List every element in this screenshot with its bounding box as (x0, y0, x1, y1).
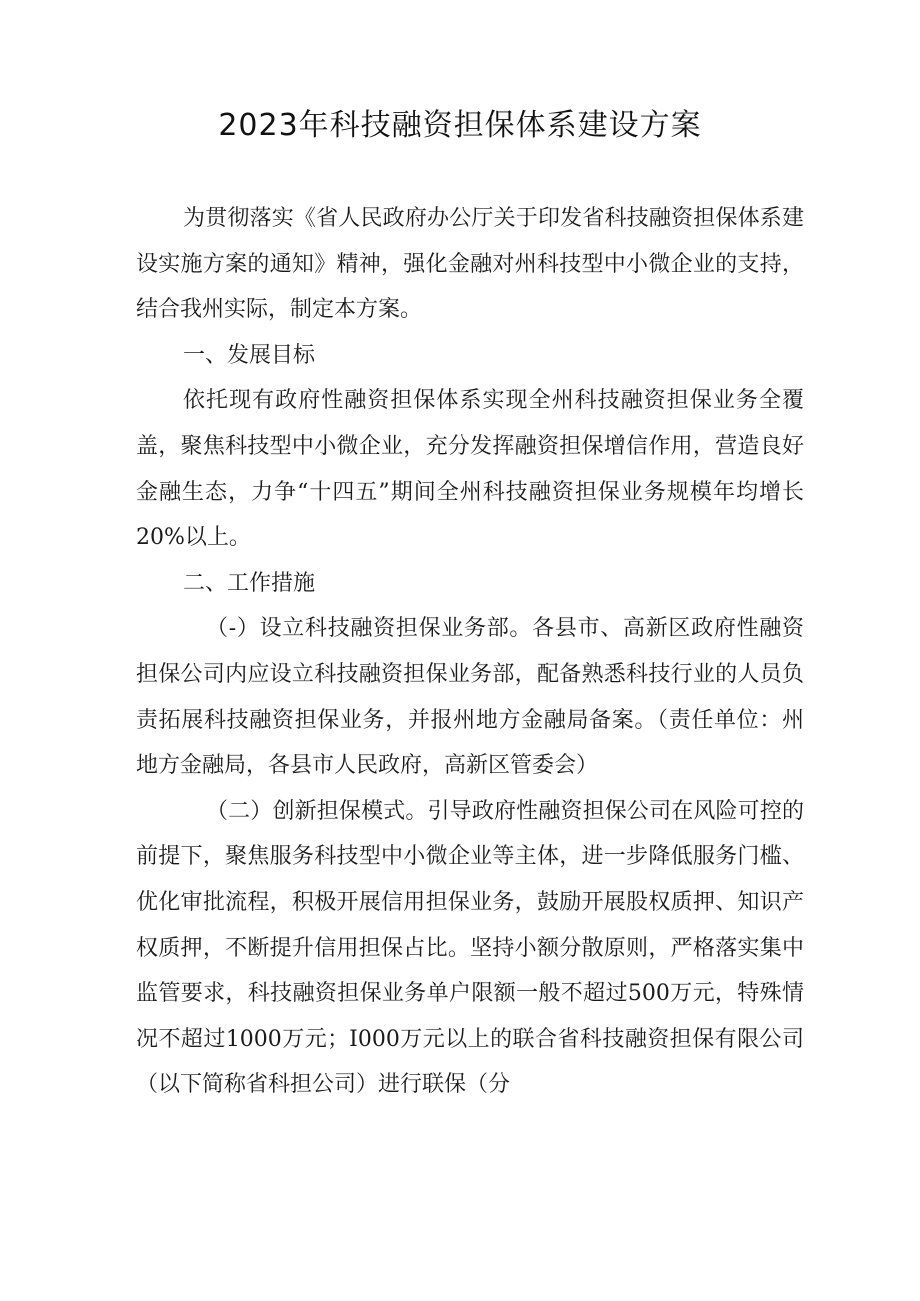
paragraph-measure-1: （-）设立科技融资担保业务部。各县市、高新区政府性融资担保公司内应设立科技融资担保业务部，配备熟悉科技行业的人员负责拓展科技融资担保业务，并报州地方金融局备案。（责任单位：州地方金融局，各县市人民政府，高新区管委会） (136, 616, 804, 779)
paragraph-intro: 为贯彻落实《省人民政府办公厅关于印发省科技融资担保体系建设实施方案的通知》精神，强化金融对州科技型中小微企业的支持，结合我州实际，制定本方案。 (136, 206, 804, 323)
paragraph-measure-2: （二）创新担保模式。引导政府性融资担保公司在风险可控的前提下，聚焦服务科技型中小微企业等主体，进一步降低服务门槛、优化审批流程，积极开展信用担保业务，鼓励开展股权质押、知识产权质押，不断提升信用担保占比。坚持小额分散原则，严格落实集中监管要求，科技融资担保业务单户限额一般不超过500万元，特殊情况不超过1000万元；I000万元以上的联合省科技融资担保有限公司（以下简称省科担公司）进行联保（分 (136, 798, 804, 1098)
section-heading-measures: 二、工作措施 (183, 570, 316, 596)
document-body (136, 196, 804, 1108)
section-heading-goals: 一、发展目标 (183, 342, 316, 368)
document-title: 2023年科技融资担保体系建设方案 (218, 108, 702, 143)
paragraph-goals: 依托现有政府性融资担保体系实现全州科技融资担保业务全覆盖，聚焦科技型中小微企业，充分发挥融资担保增信作用，营造良好金融生态，力争“十四五”期间全州科技融资担保业务规模年均增长20%以上。 (136, 388, 804, 551)
